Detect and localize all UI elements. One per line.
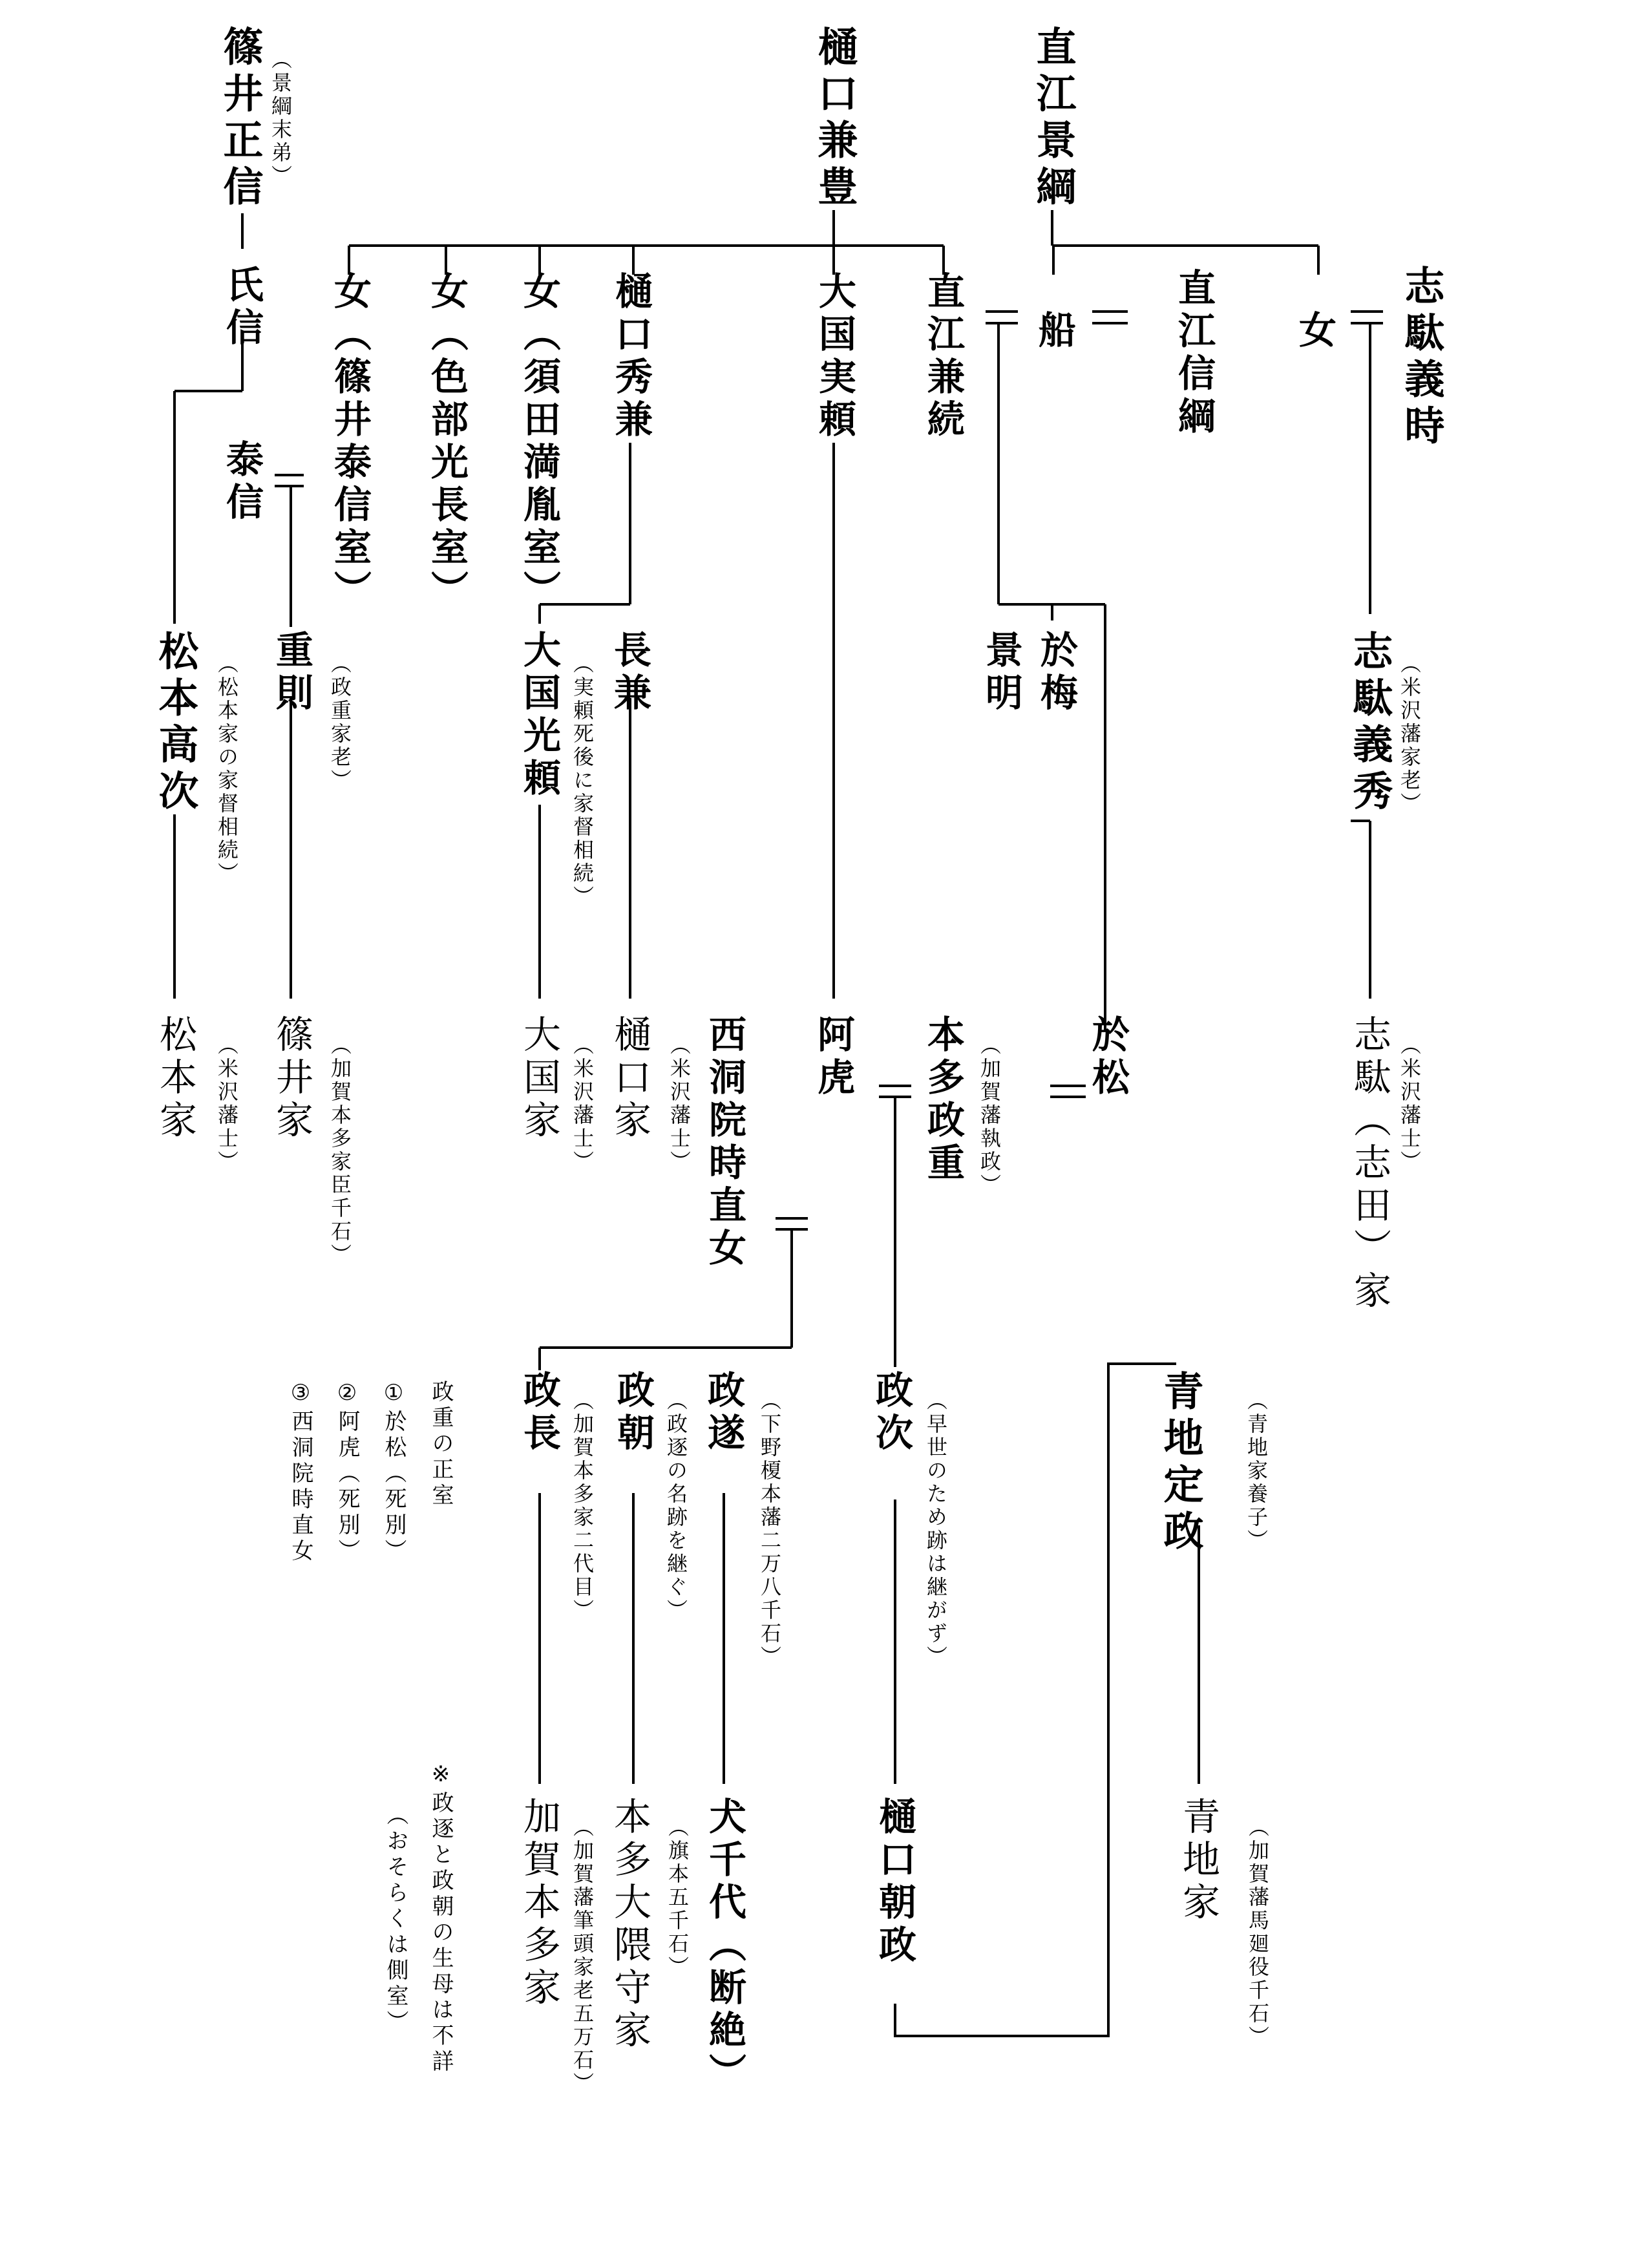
note-masatoshi: （下野榎本藩二万八千石） [757, 1390, 782, 1669]
note-masatoshi-succession: （政逐の名跡を継ぐ） [664, 1390, 688, 1622]
person-ako: 阿虎 [811, 1015, 855, 1100]
house-shinoi: 篠井家 [269, 1015, 313, 1143]
footnote-mothers: ※政逐と政朝の生母は不詳 [428, 1761, 454, 2075]
person-oume: 於梅 [1034, 630, 1078, 715]
footnote-concubine: （おそらくは側室） [383, 1803, 408, 2036]
legend-item-2: ②阿虎（死別） [334, 1380, 360, 1565]
note-matsumoto-takatsugu: （松本家の家督相続） [215, 653, 239, 885]
person-oguni-sanenori: 大国実頼 [812, 271, 856, 442]
note-inuchiyo: （旗本五千石） [665, 1816, 690, 1979]
person-shinoi-masanobu: 篠井正信 [217, 26, 264, 212]
note-shigenori: （政重家老） [328, 653, 352, 792]
note-osanekane: （実頼死後に家督相続） [570, 653, 595, 909]
legend-item-1: ①於松（死別） [381, 1380, 407, 1565]
person-naoe-kagetsuna: 直江景綱 [1030, 26, 1077, 212]
note-house-aochi: （加賀藩馬廻役千石） [1245, 1816, 1270, 2049]
note-house-shida: （米沢藩士） [1397, 1034, 1422, 1174]
person-higuchi-tomomasa: 樋口朝政 [872, 1797, 916, 1967]
person-nishinotoin-daughter: 西洞院時直女 [703, 1015, 746, 1271]
note-house-shinoi: （加賀本多家臣千石） [328, 1034, 352, 1267]
legend-item-3: ③西洞院時直女 [288, 1380, 313, 1565]
person-shida-yoshihide: 志駄義秀 [1346, 630, 1393, 816]
person-osanekane: 長兼 [607, 630, 651, 715]
person-shida-yoshitoki: 志駄義時 [1398, 265, 1445, 451]
note-nishinotoin: （米沢藩士） [667, 1034, 692, 1174]
note-shida-yoshihide: （米沢藩家老） [1397, 653, 1422, 816]
person-daughter-shinoi: 女（篠井泰信室） [328, 271, 372, 613]
person-higuchi-kanetoyo: 樋口兼豊 [811, 26, 858, 212]
note-aochi-sadamasa: （青地家養子） [1244, 1390, 1269, 1553]
person-masatomo: 政朝 [611, 1370, 655, 1456]
note-masatomo: （加賀本多家二代目） [570, 1390, 595, 1622]
house-kaga-honda: 加賀本多家 [517, 1797, 561, 2010]
person-ujinobu: 氏信 [220, 265, 264, 350]
person-masanaga: 政長 [517, 1370, 561, 1456]
person-aochi-sadamasa: 青地定政 [1157, 1370, 1204, 1556]
person-masatsugu: 政次 [869, 1370, 913, 1456]
person-daughter-shikibu: 女（色部光長室） [425, 271, 469, 613]
house-aochi: 青地家 [1176, 1797, 1220, 1925]
note-house-honda-ohkuma: （加賀藩筆頭家老五万石） [570, 1816, 595, 2095]
house-matsumoto: 松本家 [153, 1015, 197, 1143]
person-oguni-mitsuyori: 大国光頼 [517, 630, 561, 801]
person-daughter-suda: 女（須田満胤室） [517, 271, 561, 613]
person-omatsu: 於松 [1086, 1015, 1130, 1100]
person-naoe-kanetsugu: 直江兼続 [921, 271, 965, 442]
house-honda-ohkuma: 本多大隈守家 [607, 1797, 651, 2053]
note-shinoi-masanobu: （景綱末弟） [268, 48, 293, 188]
house-higuchi: 樋口家 [607, 1015, 651, 1143]
person-matsumoto-takatsugu: 松本高次 [152, 630, 199, 816]
house-shida: 志駄（志田）家 [1347, 1015, 1391, 1313]
house-oguni: 大国家 [517, 1015, 561, 1143]
person-inuchiyo: 犬千代（断絶） [703, 1797, 746, 2095]
person-fune: 船 [1032, 310, 1076, 353]
legend-title: 政重の正室 [428, 1380, 454, 1509]
note-honda-masashige: （加賀藩執政） [977, 1034, 1002, 1197]
note-masatsugu: （早世のため跡は継がず） [924, 1390, 948, 1669]
person-masatoshi: 政遂 [701, 1370, 745, 1456]
note-house-higuchi: （米沢藩士） [570, 1034, 595, 1174]
person-kageaki: 景明 [979, 630, 1023, 715]
person-higuchi-hidekane: 樋口秀兼 [609, 271, 653, 442]
note-house-matsumoto: （米沢藩士） [215, 1034, 239, 1174]
person-kagetsuna-daughter: 女 [1293, 310, 1336, 353]
person-naoe-nobutsuna: 直江信綱 [1172, 268, 1216, 439]
person-yasunobu: 泰信 [220, 440, 264, 525]
person-honda-masashige: 本多政重 [921, 1015, 965, 1185]
person-shigenori: 重則 [269, 630, 313, 715]
